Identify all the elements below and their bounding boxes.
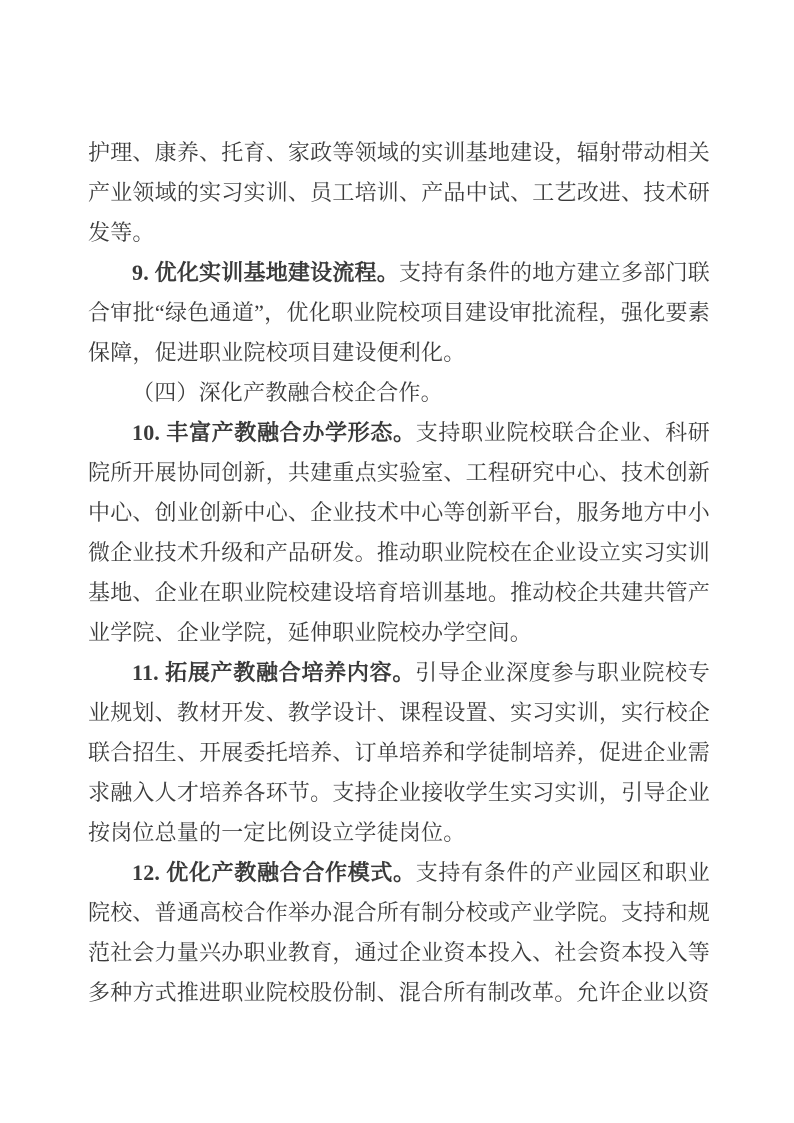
paragraph-lead: 11. 拓展产教融合培养内容。 — [132, 660, 416, 685]
paragraph-text: 支持有条件的地方建立多部门联合审批“绿色通道”，优化职业院校项目建设审批流程，强化要素保障，促进职业院校项目建设便利化。 — [88, 260, 710, 365]
paragraph-0 — [88, 133, 710, 253]
paragraph-text: 引导企业深度参与职业院校专业规划、教材开发、教学设计、课程设置、实习实训，实行校企联合招生、开展委托培养、订单培养和学徒制培养，促进企业需求融入人才培养各环节。支持企业接收学生实习实训，引导企业按岗位总量的一定比例设立学徒岗位。 — [88, 660, 710, 845]
paragraph-text: 支持职业院校联合企业、科研院所开展协同创新，共建重点实验室、工程研究中心、技术创新中心、创业创新中心、企业技术中心等创新平台，服务地方中小微企业技术升级和产品研发。推动职业院校在企业设立实习实训基地、企业在职业院校建设培育培训基地。推动校企共建共管产业学院、企业学院，延伸职业院校办学空间。 — [88, 420, 710, 645]
paragraph-4 — [88, 653, 710, 853]
paragraph-lead: 10. 丰富产教融合办学形态。 — [132, 420, 416, 445]
paragraph-text: （四）深化产教融合校企合作。 — [132, 380, 443, 405]
paragraph-5 — [88, 853, 710, 1013]
paragraph-text: 护理、康养、托育、家政等领域的实训基地建设，辐射带动相关产业领域的实习实训、员工培训、产品中试、工艺改进、技术研发等。 — [88, 140, 710, 245]
paragraph-3 — [88, 413, 710, 653]
document-body — [88, 133, 710, 1013]
paragraph-lead: 12. 优化产教融合合作模式。 — [132, 860, 416, 885]
paragraph-text: 支持有条件的产业园区和职业院校、普通高校合作举办混合所有制分校或产业学院。支持和规范社会力量兴办职业教育，通过企业资本投入、社会资本投入等多种方式推进职业院校股份制、混合所有制改革。允许企业以资 — [88, 860, 710, 1005]
paragraph-1 — [88, 253, 710, 373]
paragraph-lead: 9. 优化实训基地建设流程。 — [132, 260, 399, 285]
section-heading — [88, 373, 710, 413]
